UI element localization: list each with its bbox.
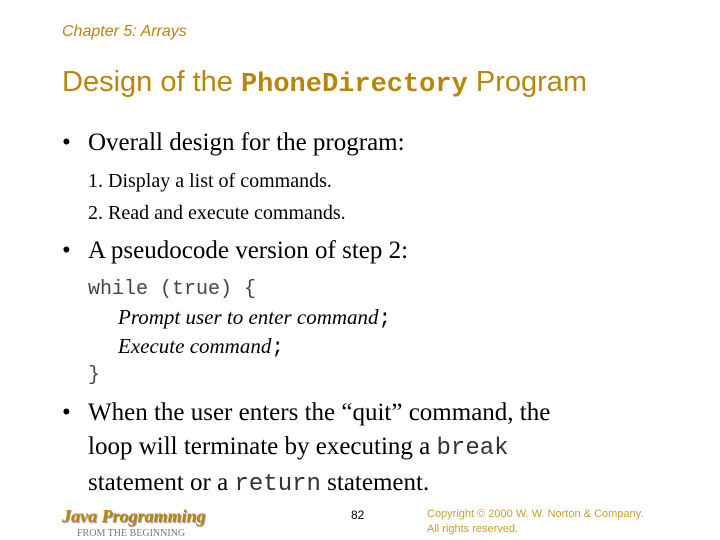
code-prompt-line: [118, 305, 391, 331]
bullet-dot: •: [62, 237, 71, 264]
copyright-line-2: All rights reserved.: [427, 523, 519, 535]
bullet-text-segment: statement.: [320, 469, 430, 496]
slide-title: [62, 66, 587, 100]
footer-brand-subtitle: FROM THE BEGINNING: [77, 528, 186, 539]
code-while-open: while (true) {: [88, 278, 257, 301]
code-execute-text: Execute command: [118, 334, 272, 358]
code-close-brace: }: [88, 364, 101, 387]
step-one: 1. Display a list of commands.: [88, 170, 332, 192]
code-semicolon: ;: [378, 308, 392, 331]
code-prompt-text: Prompt user to enter command: [118, 305, 379, 329]
step-two: 2. Read and execute commands.: [88, 202, 346, 224]
title-prefix: Design of the: [62, 66, 241, 98]
bullet-text: A pseudocode version of step 2:: [88, 237, 409, 264]
bullet-text-segment: loop will terminate by executing a: [88, 433, 437, 460]
code-return: return: [234, 471, 321, 498]
copyright-notice: [427, 507, 643, 537]
page-number: 82: [351, 508, 365, 522]
bullet-text: Overall design for the program:: [88, 129, 405, 156]
bullet-text-line2: [62, 430, 550, 466]
code-semicolon: ;: [271, 337, 284, 360]
title-code: PhoneDirectory: [240, 70, 468, 100]
code-execute-line: [118, 334, 284, 360]
bullet-text-line1: When the user enters the “quit” command, the: [88, 399, 551, 426]
bullet-dot: •: [62, 399, 71, 426]
title-suffix: Program: [467, 66, 588, 98]
chapter-label: Chapter 5: Arrays: [62, 23, 187, 40]
bullet-text-segment: statement or a: [88, 469, 235, 496]
bullet-text-line3: [62, 466, 550, 502]
bullet-dot: •: [62, 129, 71, 156]
bullet-quit-command: [62, 396, 550, 502]
bullet-overall-design: [62, 126, 405, 160]
footer-brand: Java Programming: [62, 506, 206, 526]
copyright-line-1: Copyright © 2000 W. W. Norton & Company.: [427, 508, 644, 520]
code-break: break: [436, 435, 509, 462]
bullet-pseudocode: [62, 234, 408, 268]
